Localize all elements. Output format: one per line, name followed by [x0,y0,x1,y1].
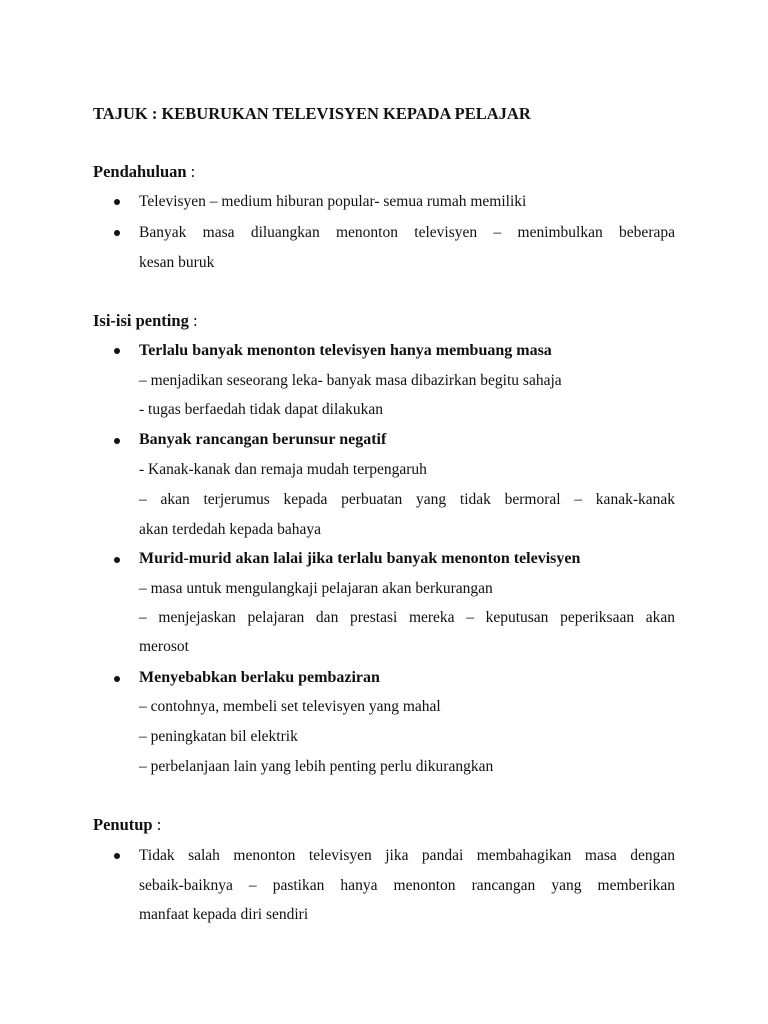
list-item-line: Televisyen – medium hiburan popular- semua rumah memiliki [139,193,527,210]
point-detail: - Kanak-kanak dan remaja mudah terpengaruh [139,461,427,478]
bullet-icon [114,853,122,861]
bullet-icon [114,199,122,207]
list-item-line: sebaik-baiknya – pastikan hanya menonton rancangan yang memberikan [139,877,675,894]
document-title: TAJUK : KEBURUKAN TELEVISYEN KEPADA PELAJAR [93,104,531,123]
section-heading-isi-penting [93,311,198,331]
section-heading-label: Isi-isi penting [93,311,189,330]
list-item-line: kesan buruk [139,254,215,271]
point-detail: merosot [139,638,189,655]
point-detail: – akan terjerumus kepada perbuatan yang tidak bermoral – kanak-kanak [139,491,675,508]
bullet-icon [114,557,122,565]
bullet-icon [114,348,122,356]
point-detail: – menjejaskan pelajaran dan prestasi mereka – keputusan peperiksaan akan [139,609,675,626]
point-title: Murid-murid akan lalai jika terlalu banyak menonton televisyen [139,550,581,567]
section-heading-penutup [93,815,161,835]
bullet-icon [114,676,122,684]
section-heading-label: Penutup [93,815,153,834]
list-item-line: manfaat kepada diri sendiri [139,906,309,923]
list-item-line: Banyak masa diluangkan menonton televisyen – menimbulkan beberapa [139,224,675,241]
section-heading-colon: : [188,311,198,330]
point-detail: – peningkatan bil elektrik [139,728,298,745]
section-heading-colon: : [186,162,196,181]
point-detail: - tugas berfaedah tidak dapat dilakukan [139,401,384,418]
section-heading-colon: : [152,815,162,834]
bullet-icon [114,230,122,238]
point-detail: – menjadikan seseorang leka- banyak masa dibazirkan begitu sahaja [139,372,562,389]
point-detail: – perbelanjaan lain yang lebih penting perlu dikurangkan [139,758,494,775]
section-heading-pendahuluan [93,162,195,182]
point-title: Banyak rancangan berunsur negatif [139,431,387,448]
section-heading-label: Pendahuluan [93,162,187,181]
point-title: Terlalu banyak menonton televisyen hanya membuang masa [139,342,552,359]
point-detail: – contohnya, membeli set televisyen yang mahal [139,698,441,715]
list-item-line: Tidak salah menonton televisyen jika pandai membahagikan masa dengan [139,847,675,864]
point-detail: – masa untuk mengulangkaji pelajaran akan berkurangan [139,580,493,597]
point-detail: akan terdedah kepada bahaya [139,521,322,538]
bullet-icon [114,438,122,446]
point-title: Menyebabkan berlaku pembaziran [139,669,380,686]
